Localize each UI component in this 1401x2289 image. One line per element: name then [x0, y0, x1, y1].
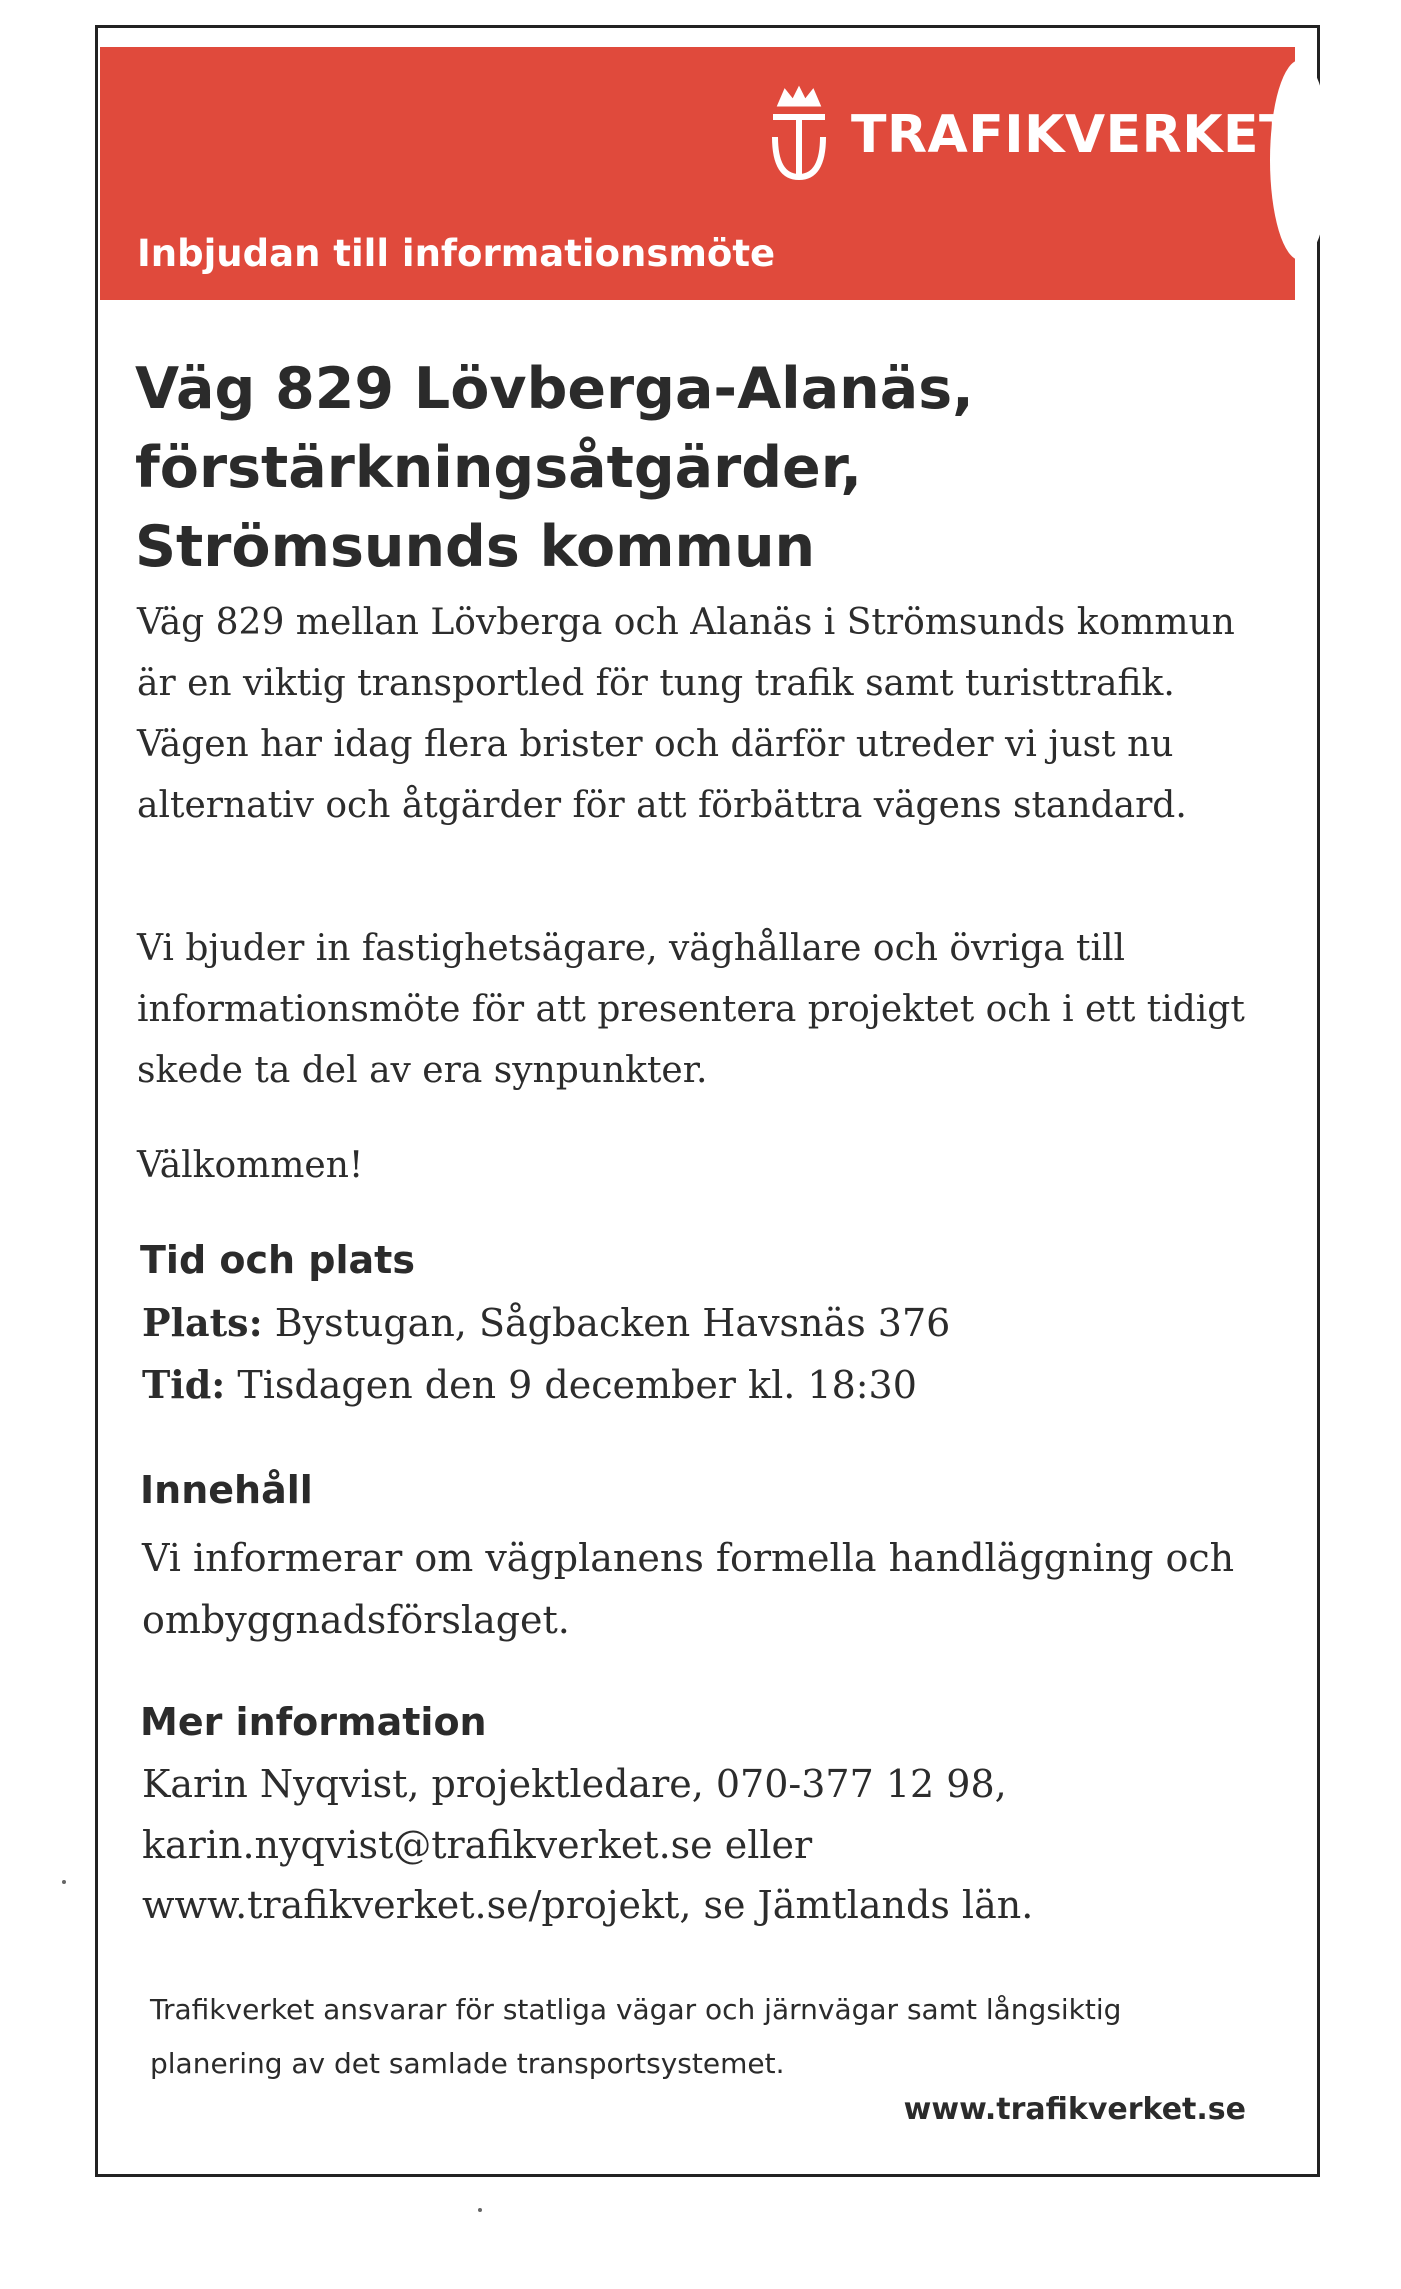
place-line: [142, 1300, 950, 1345]
brand-name: TRAFIKVERKET: [851, 105, 1296, 165]
time-label: Tid:: [142, 1362, 226, 1407]
invite-paragraph: Vi bjuder in fastighetsägare, väghållare och övriga till informationsmöte för att presentera projektet och i ett tidigt skede ta del av era synpunkter.: [137, 928, 1245, 1091]
time-line: [142, 1362, 917, 1407]
time-place-heading: Tid och plats: [140, 1238, 415, 1282]
more-info-heading: Mer information: [140, 1700, 487, 1744]
place-label: Plats:: [142, 1300, 263, 1345]
footer-note: Trafikverket ansvarar för statliga vägar och järnvägar samt långsiktig planering av det samlade transportsystemet.: [150, 1993, 1122, 2080]
trafikverket-logo: [765, 85, 1295, 185]
welcome-text: Välkommen!: [137, 1145, 364, 1186]
place-value: Bystugan, Sågbacken Havsnäs 376: [274, 1301, 951, 1345]
content-heading: Innehåll: [140, 1468, 313, 1512]
banner-subtitle: Inbjudan till informationsmöte: [137, 232, 776, 275]
content-text: Vi informerar om vägplanens formella handläggning och ombyggnadsförslaget.: [142, 1536, 1235, 1642]
email-line: karin.nyqvist@trafikverket.se eller: [142, 1823, 813, 1867]
scan-speck: [478, 2208, 482, 2212]
time-value: Tisdagen den 9 december kl. 18:30: [237, 1363, 917, 1407]
web-line: www.trafikverket.se/projekt, se Jämtlands län.: [142, 1883, 1034, 1927]
scan-speck: [62, 1880, 66, 1884]
contact-line: Karin Nyqvist, projektledare, 070-377 12 98,: [142, 1762, 1007, 1806]
crown-t-icon: [765, 85, 833, 185]
page-title: Väg 829 Lövberga-Alanäs, förstärkningsåtgärder, Strömsunds kommun: [135, 356, 974, 580]
intro-paragraph: Väg 829 mellan Lövberga och Alanäs i Strömsunds kommun är en viktig transportled för tung trafik samt turisttrafik. Vägen har idag flera brister och därför utreder vi just nu alternativ och åtgärder för att förbättra vägens standard.: [137, 602, 1235, 826]
footer-url: www.trafikverket.se: [903, 2092, 1246, 2127]
